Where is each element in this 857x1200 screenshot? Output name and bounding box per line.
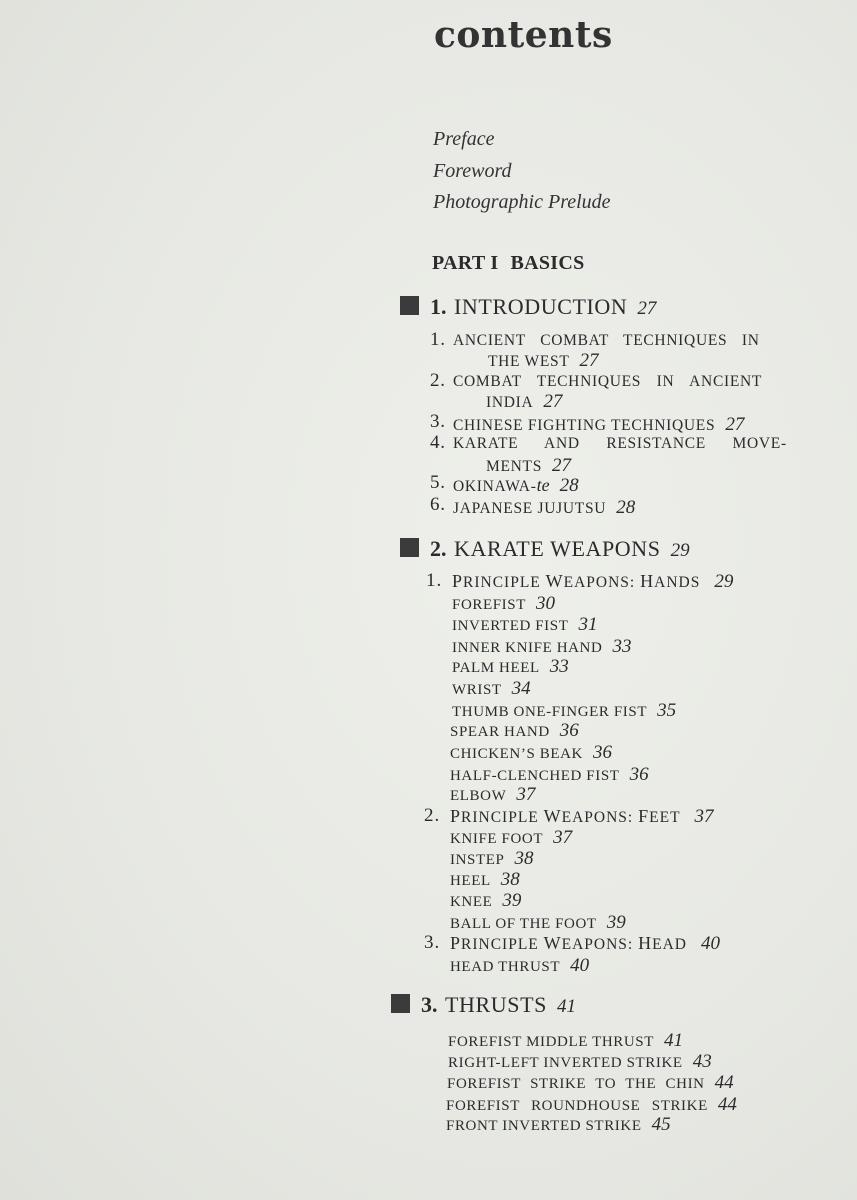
- list-item: THUMB ONE-FINGER FIST 35: [452, 700, 677, 721]
- part-title: BASICS: [510, 252, 585, 274]
- list-item: FOREFIST ROUNDHOUSE STRIKE 44: [446, 1094, 737, 1115]
- list-item: ELBOW 37: [450, 784, 536, 805]
- list-item: FRONT INVERTED STRIKE 45: [446, 1114, 671, 1135]
- front-matter-prelude: Photographic Prelude: [433, 191, 611, 213]
- list-item: CHICKEN’S BEAK 36: [450, 742, 612, 763]
- chapter-number: 2.: [430, 536, 447, 561]
- page-title: contents: [434, 14, 613, 56]
- list-item: INNER KNIFE HAND 33: [452, 636, 632, 657]
- chapter-number: 3.: [421, 992, 438, 1017]
- front-matter-preface: Preface: [433, 128, 495, 150]
- list-item-continuation: INDIA 27: [486, 391, 563, 412]
- part-number: PART I: [432, 252, 499, 274]
- list-item: WRIST 34: [452, 678, 531, 699]
- chapter-page: 27: [637, 298, 657, 319]
- list-item: FOREFIST 30: [452, 593, 555, 614]
- list-item: INVERTED FIST 31: [452, 614, 598, 635]
- list-item: PALM HEEL 33: [452, 656, 569, 677]
- chapter-title: KARATE WEAPONS 29: [454, 536, 690, 561]
- chapter-bullet-square: [391, 994, 410, 1013]
- chapter-title: THRUSTS 41: [445, 992, 576, 1017]
- chapter-page: 41: [557, 996, 576, 1017]
- list-item: HEAD THRUST 40: [450, 955, 590, 976]
- list-item: FOREFIST STRIKE TO THE CHIN 44: [447, 1072, 734, 1093]
- chapter-number: 1.: [430, 294, 447, 319]
- chapter-title: INTRODUCTION 27: [454, 294, 657, 319]
- list-item-continuation: THE WEST 27: [488, 350, 599, 371]
- list-item: KNIFE FOOT 37: [450, 827, 573, 848]
- list-item-continuation: MENTS 27: [486, 455, 572, 476]
- list-item: INSTEP 38: [450, 848, 534, 869]
- part-heading: [432, 252, 585, 275]
- front-matter-foreword: Foreword: [433, 160, 512, 182]
- chapter-bullet-square: [400, 538, 419, 557]
- list-item: KNEE 39: [450, 890, 522, 911]
- list-item: BALL OF THE FOOT 39: [450, 912, 626, 933]
- list-item: SPEAR HAND 36: [450, 720, 579, 741]
- list-item: RIGHT-LEFT INVERTED STRIKE 43: [448, 1051, 712, 1072]
- chapter-page: 29: [670, 540, 690, 561]
- list-item: FOREFIST MIDDLE THRUST 41: [448, 1030, 684, 1051]
- book-page: contents Preface Foreword Photographic Prelude PART I BASICS 1. INTRODUCTION 27 1. ANCIENT COMBAT TECHNIQUES IN THE WEST 27 2. COMBAT TECHNIQUES IN ANCIENT INDIA 27 3. CHINESE FIGHTING TECHNIQUES 27 4. KARATE AND RESISTANCE MOVE- MENTS 27 5. OKINAWA-te 28 6. JAPANESE JUJUTSU 28 2. KARATE WEAPONS 29 1. PRINCIPLE WEAPONS: HANDS 29 FOREFIST 30 INVERTED FIST 31 INNER KNIFE HAND 33 PALM HEEL 33 WRIST 34 THUMB ONE-FINGER FIST 35 SPEAR HAND 36 CHICKEN’S BEAK 36 HALF-CLENCHED FIST 36 ELBOW 37 2. PRINCIPLE WEAPONS: FEET 37 KNIFE FOOT 37 INSTEP 38 HEEL 38 KNEE 39 BALL OF THE FOOT 39 3. PRINCIPLE WEAPONS: HEAD 40 HEAD THRUST 40 3. THRUSTS 41 FOREFIST MIDDLE THRUST 41 RIGHT-LEFT INVERTED STRIKE 43 FOREFIST STRIKE TO THE CHIN 44 FOREFIST ROUNDHOUSE STRIKE 44 FRONT INVERTED STRIKE 45: [0, 0, 857, 1200]
- chapter-bullet-square: [400, 296, 419, 315]
- list-item: HALF-CLENCHED FIST 36: [450, 764, 649, 785]
- list-item: HEEL 38: [450, 869, 520, 890]
